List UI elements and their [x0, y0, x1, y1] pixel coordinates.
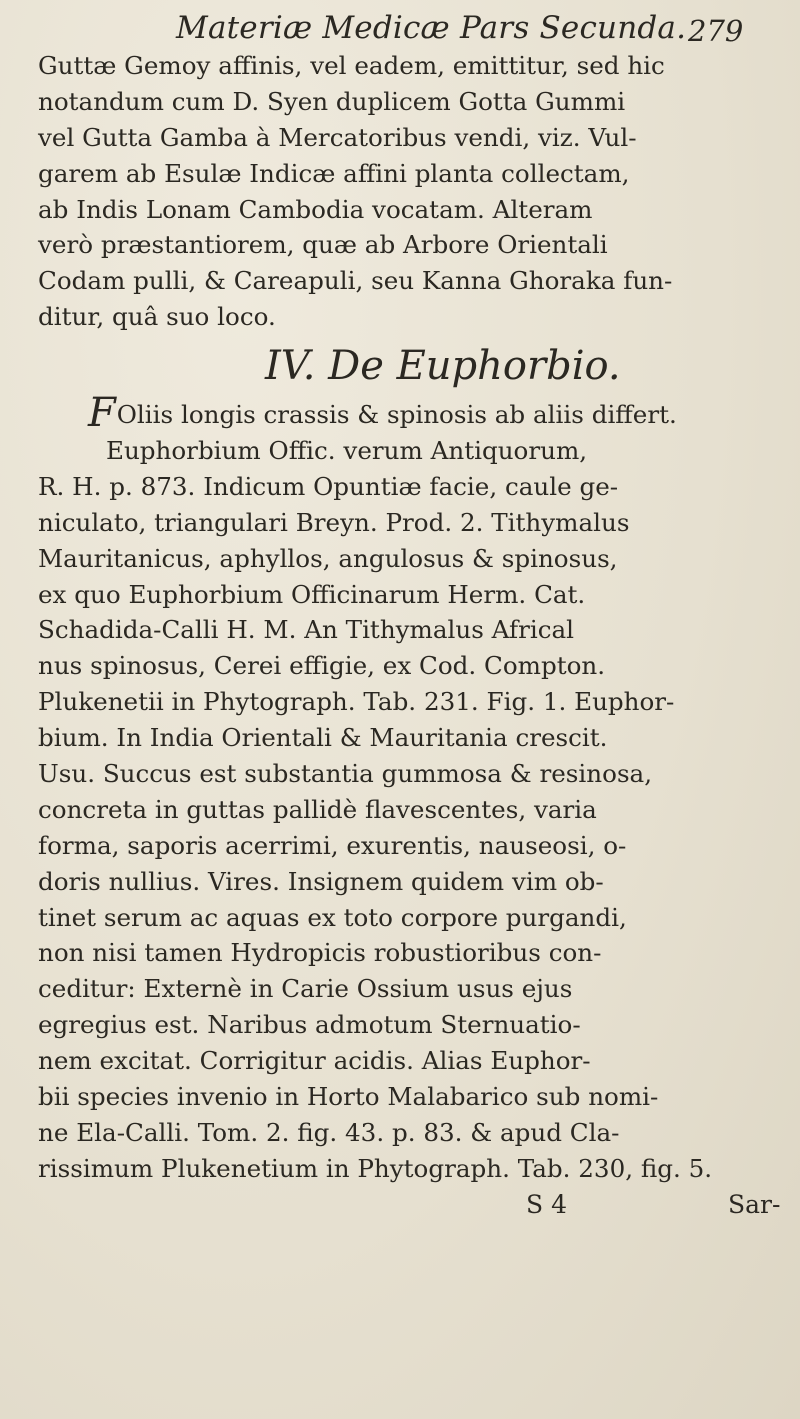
- text-line: ex quo Euphorbium Officinarum Herm. Cat.: [38, 579, 586, 609]
- text-line: garem ab Esulæ Indicæ affini planta collectam,: [38, 158, 630, 188]
- text-line: Plukenetii in Phytograph. Tab. 231. Fig. 1. Euphor-: [38, 687, 675, 717]
- section-heading: IV. De Euphorbio.: [265, 343, 621, 390]
- text-line: Codam pulli, & Careapuli, seu Kanna Ghoraka fun-: [38, 266, 673, 296]
- paragraph-gutta: [38, 48, 798, 335]
- text-line: forma, saporis acerrimi, exurentis, nauseosi, o-: [38, 830, 627, 860]
- text-line: ab Indis Lonam Cambodia vocatam. Alteram: [38, 194, 593, 224]
- catchword: Sar-: [728, 1189, 781, 1219]
- running-title: Materiæ Medicæ Pars Secunda.: [176, 10, 687, 46]
- text-line: rissimum Plukenetium in Phytograph. Tab. 230, fig. 5.: [38, 1153, 713, 1183]
- text-line: niculato, triangulari Breyn. Prod. 2. Tithymalus: [38, 507, 630, 537]
- text-line: vel Gutta Gamba à Mercatoribus vendi, viz. Vul-: [38, 122, 637, 152]
- body-text: [38, 48, 798, 1223]
- text-line: tinet serum ac aquas ex toto corpore purgandi,: [38, 902, 627, 932]
- text-line: Guttæ Gemoy affinis, vel eadem, emittitur, sed hic: [38, 51, 665, 80]
- text-line: doris nullius. Vires. Insignem quidem vim ob-: [38, 866, 604, 896]
- page-footer: [38, 1187, 798, 1223]
- text-line: ne Ela-Calli. Tom. 2. fig. 43. p. 83. & apud Cla-: [38, 1117, 620, 1147]
- text-line: verò præstantiorem, quæ ab Arbore Orientali: [38, 230, 608, 260]
- text-line: Schadida-Calli H. M. An Tithymalus Africal: [38, 615, 575, 645]
- text-line: nus spinosus, Cerei effigie, ex Cod. Compton.: [38, 651, 606, 681]
- text-line: Euphorbium Offic. verum Antiquorum,: [106, 436, 588, 466]
- page-header: [0, 6, 800, 50]
- text-line: bii species invenio in Horto Malabarico sub nomi-: [38, 1082, 659, 1112]
- signature-mark: S 4: [526, 1189, 567, 1219]
- text-line: ceditur: Externè in Carie Ossium usus ejus: [38, 974, 573, 1004]
- text-line: Usu. Succus est substantia gummosa & resinosa,: [38, 759, 653, 789]
- text-line: egregius est. Naribus admotum Sternuatio-: [38, 1010, 581, 1040]
- lead-text: Oliis longis crassis & spinosis ab aliis differt.: [116, 400, 677, 430]
- page-number: 279: [688, 14, 744, 48]
- paragraph-euphorbium: [38, 390, 798, 1187]
- text-line: notandum cum D. Syen duplicem Gotta Gummi: [38, 86, 626, 116]
- text-line: R. H. p. 873. Indicum Opuntiæ facie, caule ge-: [38, 471, 619, 501]
- lead-line: [38, 390, 798, 437]
- text-line: bium. In India Orientali & Mauritania crescit.: [38, 723, 608, 753]
- text-line: ditur, quâ suo loco.: [38, 302, 276, 332]
- drop-cap: F: [88, 390, 116, 437]
- text-line: nem excitat. Corrigitur acidis. Alias Euphor-: [38, 1046, 591, 1076]
- text-line: concreta in guttas pallidè flavescentes, varia: [38, 794, 597, 824]
- text-line: Mauritanicus, aphyllos, angulosus & spinosus,: [38, 543, 618, 573]
- text-line: non nisi tamen Hydropicis robustioribus con-: [38, 938, 602, 968]
